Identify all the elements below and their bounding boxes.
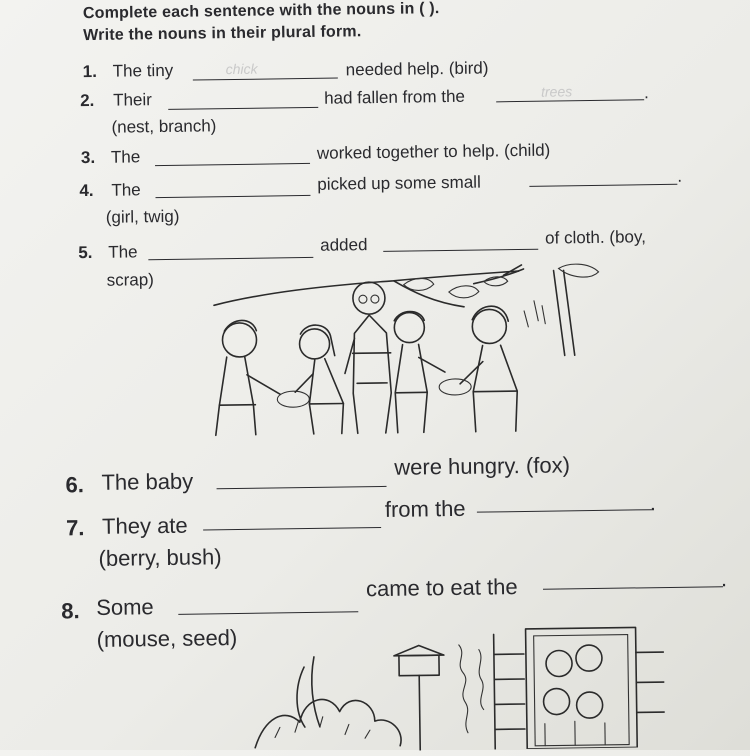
item-2-number: 2. xyxy=(80,90,95,111)
item-4-blank-2[interactable] xyxy=(529,184,677,187)
item-6-blank[interactable] xyxy=(217,486,387,489)
item-7-hint: (berry, bush) xyxy=(98,544,222,571)
item-4-period: . xyxy=(677,166,683,186)
item-2-text-a: Their xyxy=(112,90,152,110)
item-8-number: 8. xyxy=(61,598,80,624)
item-6-text-a: The baby xyxy=(101,468,194,495)
item-8-period: . xyxy=(720,566,728,592)
item-8-blank-2[interactable] xyxy=(543,586,723,590)
item-1-blank[interactable] xyxy=(193,78,338,81)
item-3-text-a: The xyxy=(110,147,141,167)
item-2-period: . xyxy=(643,83,649,103)
item-1-number: 1. xyxy=(82,61,98,82)
item-6-number: 6. xyxy=(65,472,85,498)
item-5-text-a: The xyxy=(108,242,138,262)
item-7-period: . xyxy=(649,490,657,516)
item-7-number: 7. xyxy=(65,515,85,541)
item-8-text-a: Some xyxy=(96,594,154,620)
item-8-text-b: came to eat the xyxy=(365,574,518,602)
item-4-text-b: picked up some small xyxy=(317,172,481,194)
instruction-line-2: Write the nouns in their plural form. xyxy=(83,23,362,45)
item-3-number: 3. xyxy=(80,147,96,168)
item-7-blank-2[interactable] xyxy=(477,509,652,512)
item-4-blank-1[interactable] xyxy=(155,195,310,198)
item-8-blank-1[interactable] xyxy=(178,611,358,615)
item-2-hint: (nest, branch) xyxy=(111,116,217,137)
item-4-text-a: The xyxy=(111,180,141,200)
item-2-text-b: had fallen from the xyxy=(323,86,466,108)
item-5-blank-2[interactable] xyxy=(383,249,538,252)
item-1-erased-answer: chick xyxy=(225,60,258,78)
item-5-text-b: added xyxy=(320,235,368,255)
item-7-blank-1[interactable] xyxy=(203,527,381,530)
item-6-text-b: were hungry. (fox) xyxy=(394,452,571,480)
item-3-text-b: worked together to help. (child) xyxy=(316,140,551,163)
instruction-line-1: Complete each sentence with the nouns in ( ). xyxy=(82,0,440,23)
item-5-blank-1[interactable] xyxy=(148,257,313,260)
children-helping-birds-illustration xyxy=(203,260,625,446)
item-8-hint: (mouse, seed) xyxy=(96,624,238,652)
item-1-text-a: The tiny xyxy=(112,60,174,81)
item-4-number: 4. xyxy=(79,180,94,201)
item-5-hint: scrap) xyxy=(106,270,155,290)
item-4-hint: (girl, twig) xyxy=(105,206,180,227)
item-7-text-b: from the xyxy=(384,495,466,522)
item-5-number: 5. xyxy=(78,242,93,263)
item-2-blank-1[interactable] xyxy=(168,107,318,110)
item-2-erased-answer: trees xyxy=(540,83,573,100)
item-7-text-a: They ate xyxy=(101,512,188,539)
item-2-blank-2[interactable] xyxy=(496,99,644,102)
item-5-text-c: of cloth. (boy, xyxy=(544,227,647,248)
item-3-blank[interactable] xyxy=(155,163,310,166)
item-1-text-b: needed help. (bird) xyxy=(345,58,489,80)
birdfeeder-window-illustration xyxy=(244,622,666,753)
